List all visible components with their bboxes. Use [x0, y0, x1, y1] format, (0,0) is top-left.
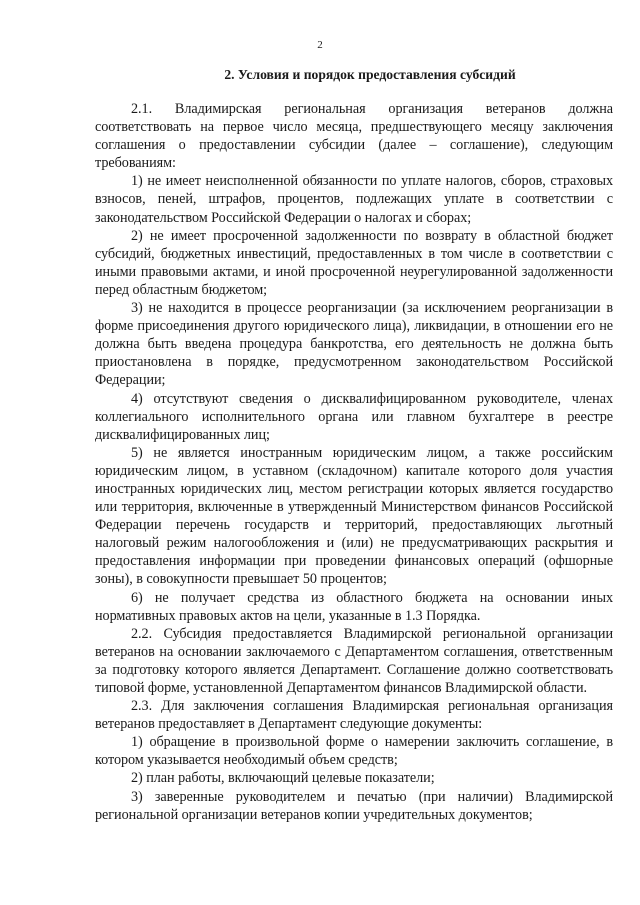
page-number: 2: [317, 39, 323, 51]
requirement-item-5: 5) не является иностранным юридическим лицом, а также российским юридическим лицом, в уставном (складочном) капитале которого доля участия иностранных юридических лиц, местом регистрации которых является государство или территория, включенные в утвержденный Министерством финансов Российской Федерации перечень государств и территорий, предоставляющих льготный налоговый режим налогообложения и (или) не предусматривающих раскрытия и предоставления информации при проведении финансовых операций (офшорные зоны), в совокупности превышает 50 процентов;: [95, 444, 613, 588]
requirement-item-1: 1) не имеет неисполненной обязанности по уплате налогов, сборов, страховых взносов, пеней, штрафов, процентов, подлежащих уплате в соответствии с законодательством Российской Федерации о налогах и сборах;: [95, 173, 613, 226]
paragraph-2-2: 2.2. Субсидия предоставляется Владимирской региональной организации ветеранов на основании заключаемого с Департаментом соглашения, ответственным за подготовку которого является Департамент. Соглашение должно соответствовать типовой форме, установленной Департаментом финансов Владимирской области.: [95, 625, 613, 696]
body-text: [95, 100, 613, 824]
section-heading: 2. Условия и порядок предоставления субсидий: [224, 67, 516, 82]
requirement-item-4: 4) отсутствуют сведения о дисквалифицированном руководителе, членах коллегиального исполнительного органа или главном бухгалтере в реестре дисквалифицированных лиц;: [95, 390, 613, 443]
requirement-item-3: 3) не находится в процессе реорганизации (за исключением реорганизации в форме присоединения другого юридического лица), ликвидации, в отношении его не должна быть введена процедура банкротства, его деятельность не должна быть приостановлена в порядке, предусмотренном законодательством Российской Федерации;: [95, 300, 613, 389]
requirement-item-6: 6) не получает средства из областного бюджета на основании иных нормативных правовых актов на цели, указанные в 1.3 Порядка.: [95, 589, 613, 624]
paragraph-2-1: 2.1. Владимирская региональная организация ветеранов должна соответствовать на первое число месяца, предшествующего месяцу заключения соглашения о предоставлении субсидии (далее – соглашение), следующим требованиям:: [95, 101, 613, 172]
document-item-3: 3) заверенные руководителем и печатью (при наличии) Владимирской региональной организации ветеранов копии учредительных документов;: [95, 788, 613, 823]
paragraph-2-3: 2.3. Для заключения соглашения Владимирская региональная организация ветеранов предоставляет в Департамент следующие документы:: [95, 698, 613, 733]
document-item-1: 1) обращение в произвольной форме о намерении заключить соглашение, в котором указывается необходимый объем средств;: [95, 734, 613, 769]
document-item-2: 2) план работы, включающий целевые показатели;: [131, 770, 435, 787]
requirement-item-2: 2) не имеет просроченной задолженности по возврату в областной бюджет субсидий, бюджетных инвестиций, предоставленных в том числе в соответствии с иными правовыми актами, и иной просроченной неурегулированной задолженности перед областным бюджетом;: [95, 227, 613, 298]
